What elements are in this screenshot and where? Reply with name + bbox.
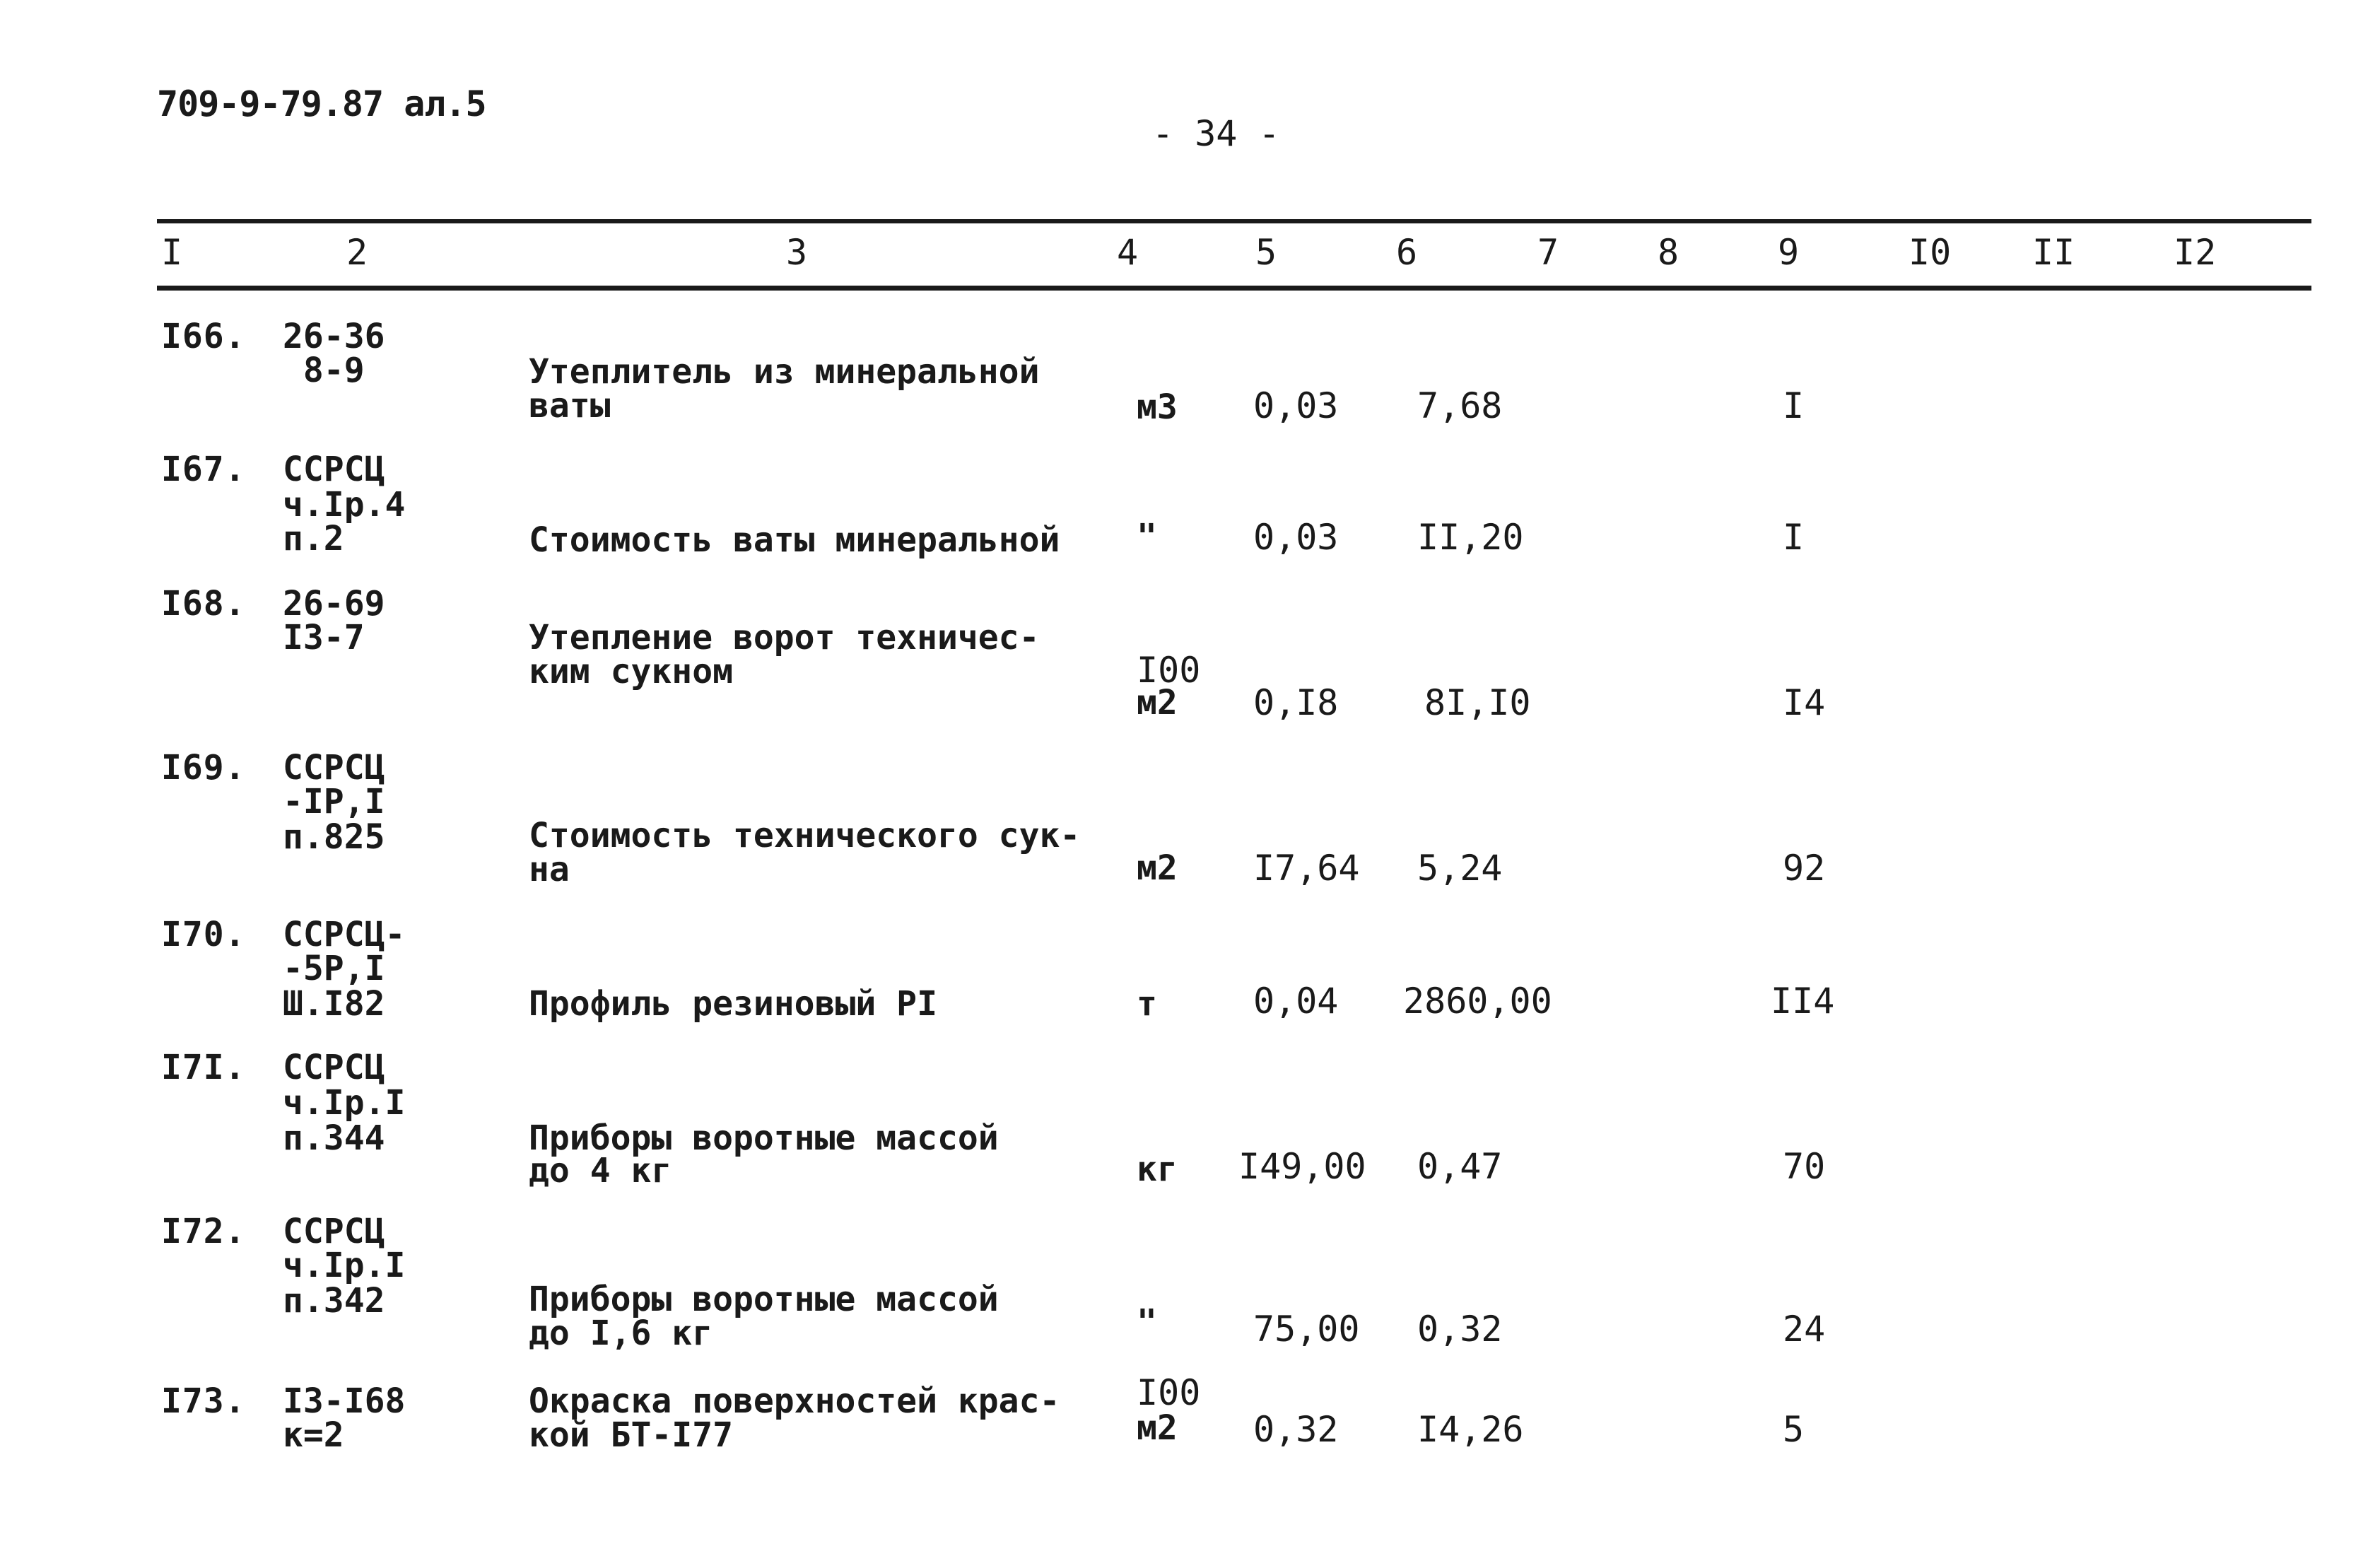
- col-header-2: 2: [346, 232, 368, 273]
- row-total: 92: [1783, 848, 1826, 889]
- row-code-line: п.344: [283, 1118, 385, 1158]
- row-unit: кг: [1137, 1150, 1178, 1189]
- row-unit: ": [1137, 1302, 1157, 1342]
- row-total: II4: [1771, 981, 1835, 1022]
- row-number: I73.: [161, 1381, 246, 1421]
- row-unit-line: м2: [1137, 683, 1178, 723]
- col-header-6: 6: [1396, 232, 1418, 273]
- row-code-line: ССРСЦ-: [283, 915, 406, 954]
- row-quantity: 75,00: [1253, 1309, 1360, 1350]
- row-name-line: кой БТ-I77: [529, 1415, 733, 1455]
- row-number: I70.: [161, 915, 246, 954]
- col-header-1: I: [161, 232, 183, 273]
- col-header-9: 9: [1778, 232, 1800, 273]
- row-price: 5,24: [1417, 848, 1503, 889]
- header-rule-bottom: [157, 286, 2311, 291]
- row-quantity: I7,64: [1253, 848, 1360, 889]
- row-code-line: 8-9: [283, 351, 365, 390]
- row-price: 7,68: [1417, 385, 1503, 426]
- col-header-5: 5: [1255, 232, 1277, 273]
- row-price: 0,32: [1417, 1309, 1503, 1350]
- row-code-line: ССРСЦ: [283, 450, 385, 489]
- row-name-line: Профиль резиновый РI: [529, 984, 937, 1024]
- row-code-line: I3-I68: [283, 1381, 406, 1421]
- row-code-line: -IР,I: [283, 782, 385, 821]
- row-quantity: I49,00: [1238, 1146, 1366, 1187]
- header-rule-top: [157, 219, 2311, 223]
- row-unit-line: м2: [1137, 1408, 1178, 1448]
- row-name-line: Приборы воротные массой: [529, 1280, 999, 1319]
- row-code-line: п.825: [283, 817, 385, 857]
- col-header-8: 8: [1658, 232, 1680, 273]
- row-number: I72.: [161, 1212, 246, 1251]
- row-name-line: Стоимость ваты минеральной: [529, 520, 1060, 560]
- col-header-3: 3: [786, 232, 808, 273]
- row-total: 70: [1783, 1146, 1826, 1187]
- row-quantity: 0,03: [1253, 517, 1339, 558]
- row-code-line: 26-69: [283, 584, 385, 624]
- row-code-line: ССРСЦ: [283, 1048, 385, 1087]
- row-price: 8I,I0: [1424, 682, 1531, 723]
- row-number: I7I.: [161, 1048, 246, 1087]
- row-number: I69.: [161, 748, 246, 788]
- row-name-line: Стоимость технического сук-: [529, 816, 1081, 855]
- row-code-line: ч.Iр.I: [283, 1083, 406, 1123]
- row-unit-line: I00: [1137, 650, 1201, 691]
- row-price: II,20: [1417, 517, 1524, 558]
- col-header-11: II: [2032, 232, 2075, 273]
- document-code: 709-9-79.87 ал.5: [157, 83, 486, 124]
- row-unit: ": [1137, 517, 1157, 556]
- row-name-line: на: [529, 850, 570, 889]
- row-number: I67.: [161, 450, 246, 489]
- row-total: 5: [1783, 1409, 1805, 1450]
- row-code-line: ССРСЦ: [283, 1212, 385, 1251]
- row-name-line: ваты: [529, 386, 611, 426]
- row-total: I: [1783, 517, 1805, 558]
- row-code-line: ССРСЦ: [283, 748, 385, 788]
- row-number: I66.: [161, 317, 246, 356]
- row-unit: м3: [1137, 387, 1178, 427]
- row-price: 2860,00: [1403, 981, 1552, 1022]
- row-unit: т: [1137, 984, 1157, 1024]
- row-code-line: ч.Iр.4: [283, 485, 406, 525]
- row-price: 0,47: [1417, 1146, 1503, 1187]
- row-code-line: -5Р,I: [283, 949, 385, 988]
- page-number: - 34 -: [1152, 113, 1280, 154]
- row-quantity: 0,03: [1253, 385, 1339, 426]
- row-name-line: Окраска поверхностей крас-: [529, 1381, 1060, 1421]
- row-name-line: Приборы воротные массой: [529, 1118, 999, 1158]
- row-name-line: Утеплитель из минеральной: [529, 352, 1040, 392]
- col-header-7: 7: [1537, 232, 1559, 273]
- col-header-12: I2: [2174, 232, 2217, 273]
- row-code-line: п.342: [283, 1281, 385, 1321]
- row-unit-line: I00: [1137, 1372, 1201, 1413]
- row-name-line: до I,6 кг: [529, 1314, 713, 1353]
- row-code-line: I3-7: [283, 618, 365, 657]
- row-code-line: 26-36: [283, 317, 385, 356]
- row-quantity: 0,04: [1253, 981, 1339, 1022]
- row-unit: м2: [1137, 848, 1178, 888]
- col-header-4: 4: [1117, 232, 1139, 273]
- row-quantity: 0,32: [1253, 1409, 1339, 1450]
- row-code-line: к=2: [283, 1415, 344, 1455]
- col-header-10: I0: [1909, 232, 1952, 273]
- row-price: I4,26: [1417, 1409, 1524, 1450]
- row-total: I4: [1783, 682, 1826, 723]
- row-quantity: 0,I8: [1253, 682, 1339, 723]
- row-total: 24: [1783, 1309, 1826, 1350]
- row-name-line: ким сукном: [529, 652, 733, 691]
- row-number: I68.: [161, 584, 246, 624]
- row-code-line: ч.Iр.I: [283, 1246, 406, 1285]
- row-name-line: до 4 кг: [529, 1151, 672, 1191]
- row-code-line: Ш.I82: [283, 984, 385, 1024]
- row-total: I: [1783, 385, 1805, 426]
- row-name-line: Утепление ворот техничес-: [529, 618, 1040, 657]
- row-code-line: п.2: [283, 519, 344, 558]
